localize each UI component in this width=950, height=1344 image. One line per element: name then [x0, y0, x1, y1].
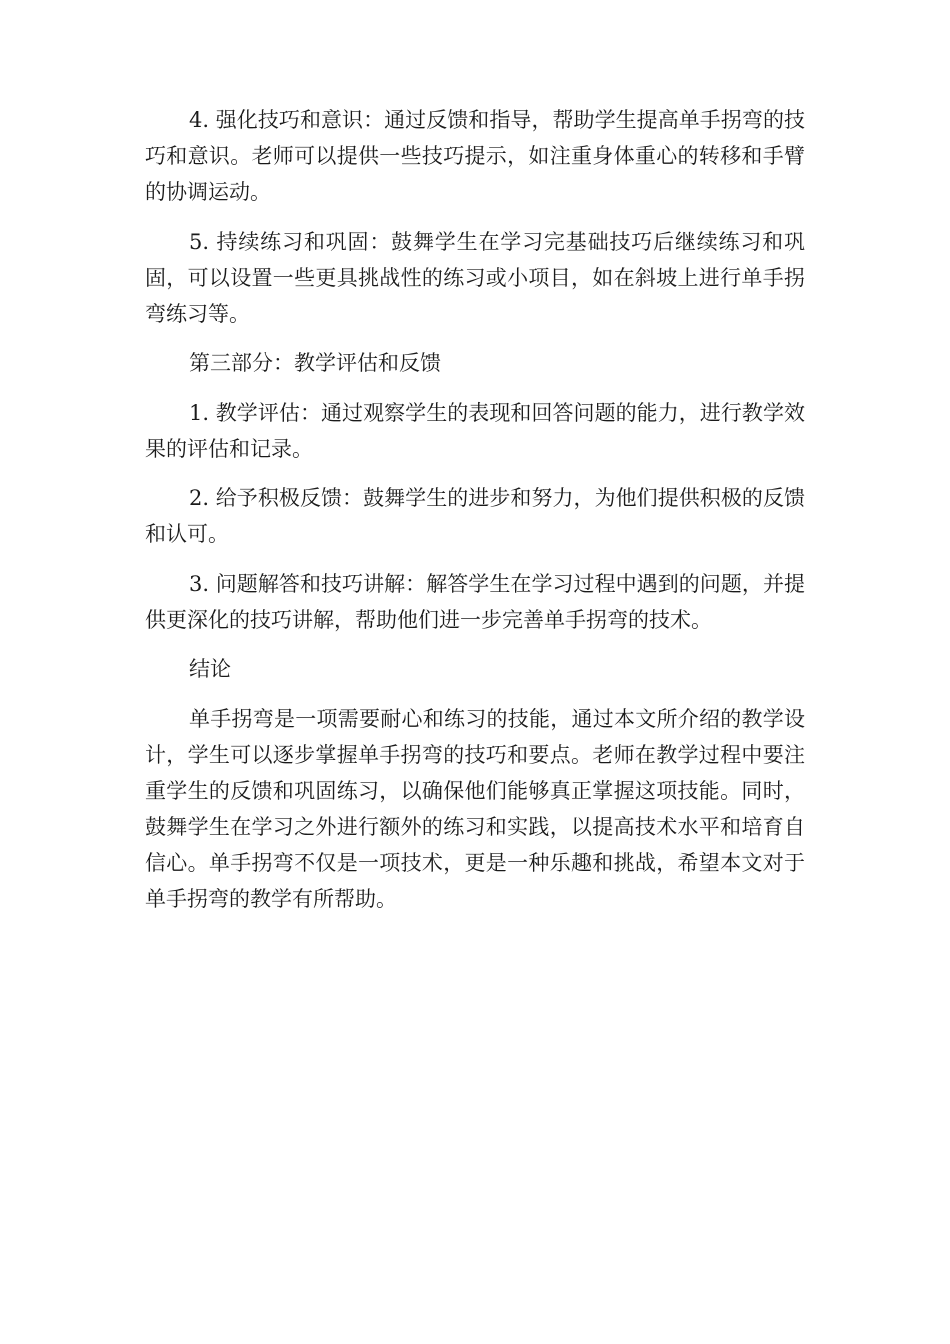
- paragraph-eval-1: 1. 教学评估：通过观察学生的表现和回答问题的能力，进行教学效果的评估和记录。: [145, 400, 805, 461]
- section-heading-conclusion: 结论: [189, 657, 231, 681]
- document-body: [145, 102, 805, 930]
- paragraph-step-5: 5. 持续练习和巩固：鼓舞学生在学习完基础技巧后继续练习和巩固，可以设置一些更具挑战性的练习或小项目，如在斜坡上进行单手拐弯练习等。: [145, 229, 805, 326]
- section-heading-part-3: 第三部分：教学评估和反馈: [189, 351, 441, 375]
- paragraph-conclusion: 单手拐弯是一项需要耐心和练习的技能，通过本文所介绍的教学设计，学生可以逐步掌握单手拐弯的技巧和要点。老师在教学过程中要注重学生的反馈和巩固练习，以确保他们能够真正掌握这项技能。同时，鼓舞学生在学习之外进行额外的练习和实践，以提高技术水平和培育自信心。单手拐弯不仅是一项技术，更是一种乐趣和挑战，希望本文对于单手拐弯的教学有所帮助。: [145, 706, 805, 911]
- paragraph-eval-2: 2. 给予积极反馈：鼓舞学生的进步和努力，为他们提供积极的反馈和认可。: [145, 486, 805, 546]
- paragraph-eval-3: 3. 问题解答和技巧讲解：解答学生在学习过程中遇到的问题，并提供更深化的技巧讲解，帮助他们进一步完善单手拐弯的技术。: [145, 571, 805, 632]
- paragraph-step-4: 4. 强化技巧和意识：通过反馈和指导，帮助学生提高单手拐弯的技巧和意识。老师可以提供一些技巧提示，如注重身体重心的转移和手臂的协调运动。: [145, 108, 805, 204]
